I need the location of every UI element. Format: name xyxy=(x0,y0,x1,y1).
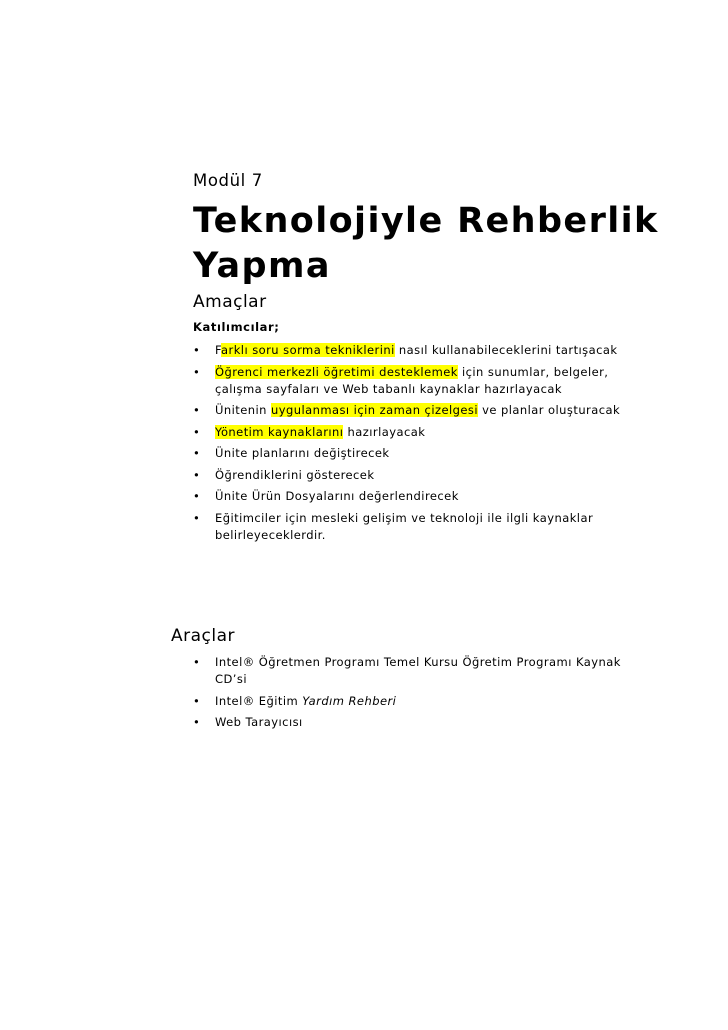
highlighted-text: uygulanması için zaman çizelgesi xyxy=(270,403,478,417)
bullet-icon: • xyxy=(193,693,201,708)
page-title-line-1: Teknolojiyle Rehberlik xyxy=(193,201,659,241)
bullet-icon: • xyxy=(193,715,201,729)
bullet-icon: • xyxy=(193,424,201,439)
bullet-icon: • xyxy=(193,510,201,525)
list-item: • Öğrenci merkezli öğretimi desteklemek için sunumlar, belgeler, çalışma sayfaları ve Web tabanlı kaynaklar hazırlayacak xyxy=(193,364,609,396)
tools-list xyxy=(193,654,653,736)
list-item: • Ünite planlarını değiştirecek xyxy=(193,446,390,460)
bullet-icon: • xyxy=(193,364,201,379)
bullet-icon: • xyxy=(193,489,201,503)
bullet-icon: • xyxy=(193,403,201,417)
highlighted-text: Yönetim kaynaklarını xyxy=(215,424,344,439)
bullet-icon: • xyxy=(193,446,201,460)
list-item: • Yönetim kaynaklarını hazırlayacak xyxy=(193,424,426,439)
list-item: • Ünite Ürün Dosyalarını değerlendirecek xyxy=(193,489,459,503)
module-label: Modül 7 xyxy=(193,171,263,190)
page-title xyxy=(193,199,693,289)
bullet-icon: • xyxy=(193,467,201,482)
highlighted-text: arklı soru sorma tekniklerini xyxy=(221,343,395,357)
list-item: • Intel® Eğitim Yardım Rehberi xyxy=(193,693,397,708)
page-title-line-2: Yapma xyxy=(193,246,331,286)
highlighted-text: Öğrenci merkezli öğretimi desteklemek xyxy=(215,364,458,379)
bullet-icon: • xyxy=(193,343,201,357)
list-item: • Eğitimciler için mesleki gelişim ve teknoloji ile ilgli kaynaklar belirleyeceklerdir. xyxy=(193,510,594,542)
list-item: • Intel® Öğretmen Programı Temel Kursu Öğretim Programı Kaynak CD’si xyxy=(193,655,621,686)
bullet-icon: • xyxy=(193,655,201,669)
objectives-list xyxy=(193,342,653,548)
participants-label: Katılımcılar; xyxy=(193,320,280,334)
tools-heading: Araçlar xyxy=(171,626,236,646)
list-item: • Ünitenin uygulanması için zaman çizelgesi ve planlar oluşturacak xyxy=(193,403,621,417)
objectives-heading: Amaçlar xyxy=(193,292,267,312)
list-item: • Öğrendiklerini gösterecek xyxy=(193,467,375,482)
emphasized-text: Yardım Rehberi xyxy=(302,693,397,708)
list-item: • Web Tarayıcısı xyxy=(193,715,303,729)
list-item: • Farklı soru sorma tekniklerini nasıl kullanabileceklerini tartışacak xyxy=(193,343,618,357)
